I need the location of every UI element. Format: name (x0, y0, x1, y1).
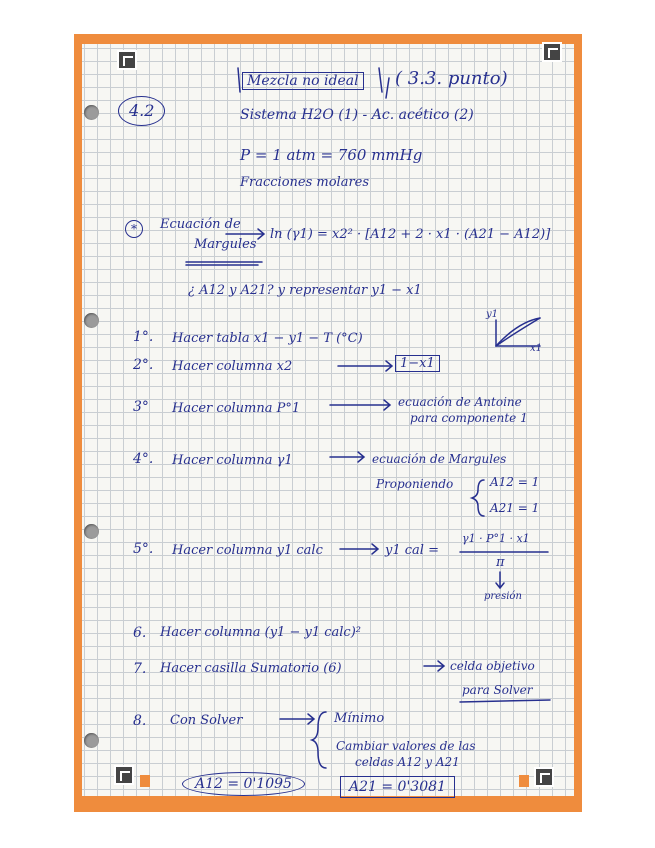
step-6-number: 6. (133, 625, 147, 641)
result-a12: A12 = 0'1095 (182, 772, 305, 796)
title: Mezcla no ideal (242, 72, 364, 90)
step-4-result-2: Proponiendo (376, 477, 454, 491)
step-8-option-2-line-1: Cambiar valores de las (336, 739, 476, 753)
step-5-denominator: π (496, 555, 505, 570)
step-4-result-1: ecuación de Margules (372, 452, 507, 466)
step-4-text: Hacer columna γ1 (172, 453, 293, 468)
arrow-right-icon (424, 661, 444, 671)
step-5-note: presión (484, 591, 522, 602)
step-5-text: Hacer columna y1 calc (172, 543, 323, 558)
fractions-line: Fracciones molares (240, 175, 370, 190)
step-5-number: 5°. (133, 541, 154, 557)
step-3-result-1: ecuación de Antoine (398, 395, 522, 409)
mini-plot-y-label: y1 (486, 309, 499, 320)
arrow-right-icon (330, 400, 390, 410)
brace-icon (472, 480, 484, 516)
step-3-number: 3° (133, 399, 149, 415)
step-7-result-2: para Solver (462, 683, 533, 697)
step-2-text: Hacer columna x2 (172, 359, 293, 374)
step-8-option-1: Mínimo (334, 711, 385, 726)
result-a21: A21 = 0'3081 (340, 776, 455, 798)
step-4-a21: A21 = 1 (490, 501, 540, 515)
equation-label-2: Margules (194, 237, 257, 252)
step-4-number: 4°. (133, 451, 154, 467)
system-line: Sistema H2O (1) - Ac. acético (2) (240, 107, 474, 123)
arrow-right-icon (340, 544, 378, 554)
pressure-line: P = 1 atm = 760 mmHg (240, 146, 423, 164)
problem-number: 4.2 (118, 96, 165, 126)
arrow-down-icon (496, 572, 504, 588)
margules-formula: ln (γ1) = x2² · [A12 + 2 · x1 · (A21 − A12)] (270, 227, 551, 242)
step-3-result-2: para componente 1 (410, 411, 528, 425)
step-4-a12: A12 = 1 (490, 475, 540, 489)
step-7-text: Hacer casilla Sumatorio (6) (160, 661, 342, 676)
step-2-result: 1−x1 (395, 355, 440, 372)
step-6-text: Hacer columna (y1 − y1 calc)² (160, 625, 361, 640)
brace-icon (312, 712, 326, 768)
step-8-option-2-line-2: celdas A12 y A21 (355, 755, 460, 769)
question: ¿ A12 y A21? y representar y1 − x1 (188, 283, 422, 298)
step-8-number: 8. (133, 713, 147, 729)
points: ( 3.3. punto) (395, 68, 508, 89)
step-8-text: Con Solver (170, 713, 243, 728)
arrow-right-icon (338, 361, 392, 371)
title-bracket-right (379, 68, 382, 92)
step-7-result-1: celda objetivo (450, 659, 535, 673)
arrow-right-icon (226, 229, 264, 239)
step-1-text: Hacer tabla x1 − y1 − T (°C) (172, 331, 363, 346)
step-3-text: Hacer columna P°1 (172, 401, 301, 416)
step-7-number: 7. (133, 661, 147, 677)
mini-plot-x-label: x1 (530, 343, 543, 354)
bullet-icon: * (125, 220, 143, 238)
mini-plot-curve (496, 318, 540, 346)
step-5-lhs: y1 cal = (385, 543, 439, 558)
step-2-number: 2°. (133, 357, 154, 373)
arrow-right-icon (280, 714, 314, 724)
title-bracket-left (238, 68, 240, 92)
step-1-number: 1°. (133, 329, 154, 345)
step-5-numerator: γ1 · P°1 · x1 (462, 532, 530, 545)
solver-underline (460, 700, 550, 702)
arrow-right-icon (330, 452, 364, 462)
title-separator (386, 78, 389, 98)
equation-label-1: Ecuación de (160, 217, 241, 232)
